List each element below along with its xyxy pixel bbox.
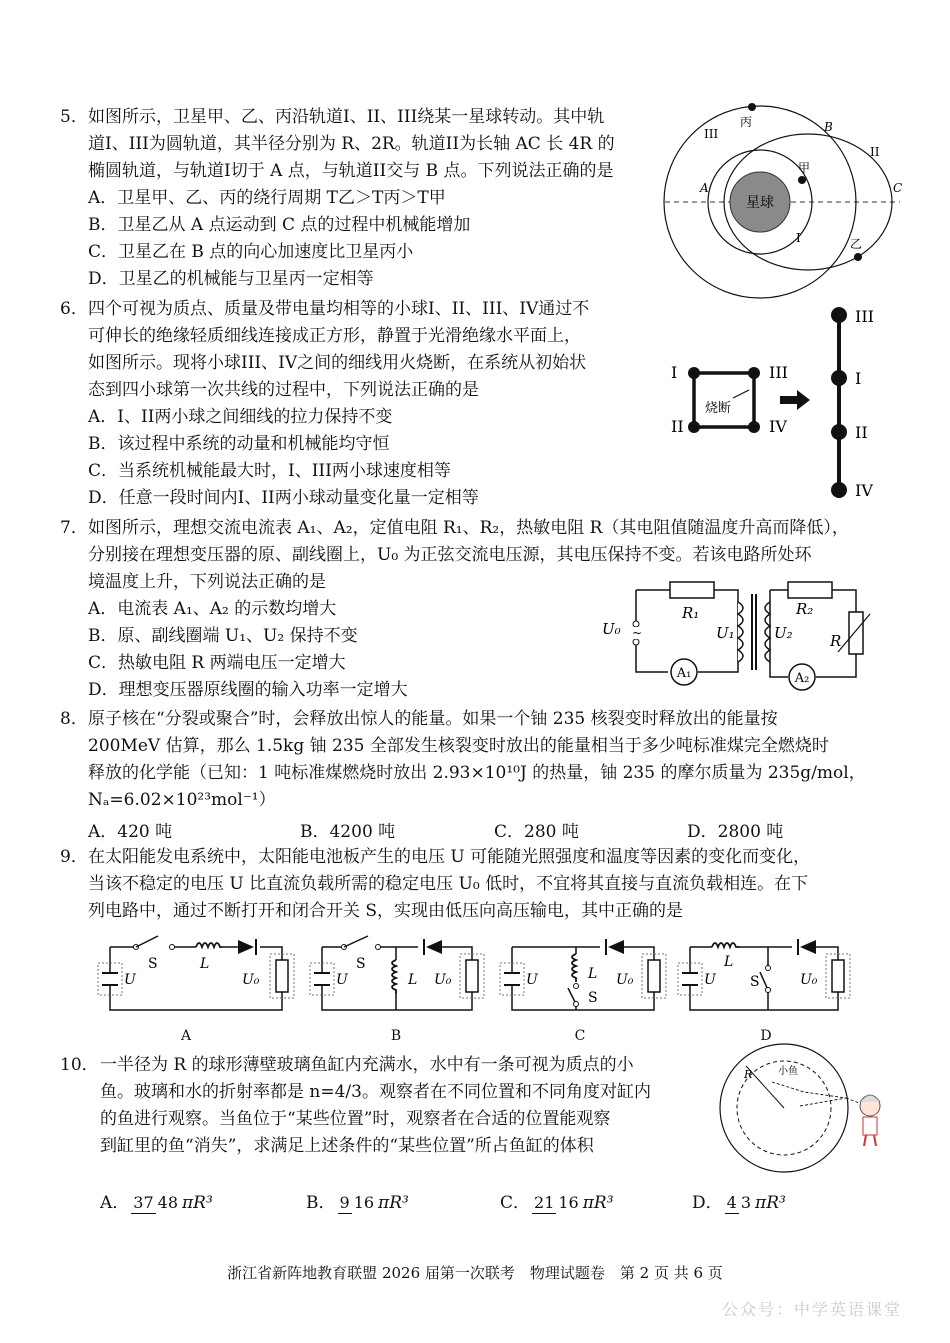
question-6 — [60, 296, 660, 512]
q8-line-3: 释放的化学能（已知：1 吨标准煤燃烧时放出 2.93×10¹⁰J 的热量，铀 235 的摩尔质量为 235g/mol， — [88, 763, 866, 783]
q7-u0-label: U₀ — [602, 620, 621, 638]
q9c-switch-contact — [574, 984, 579, 989]
q6-label-3: III — [769, 363, 788, 382]
q9-line-2: 当该不稳定的电压 U 比直流负载所需的稳定电压 U₀ 低时，不宜将其直接与直流负载相连。在下 — [88, 874, 809, 894]
q9c-u0-label: U₀ — [616, 972, 634, 988]
q10-ray — [772, 1082, 862, 1104]
q6-line-2: 可伸长的绝缘轻质细线连接成正方形，静置于光滑绝缘水平面上， — [88, 326, 581, 346]
q7-line-3: 境温度上升，下列说法正确的是 — [88, 572, 326, 592]
q6-arrow — [780, 390, 810, 410]
q6-ball-1 — [688, 367, 700, 379]
q9a-u-label: U — [124, 972, 136, 988]
question-5 — [60, 104, 660, 293]
q7-tilde: ~ — [632, 626, 643, 640]
q10-option-a: A． 37 48 πR³ — [100, 1193, 213, 1213]
q7-option-a: A．电流表 A₁、A₂ 的示数均增大 — [88, 599, 337, 619]
q8-option-b: B．4200 吨 — [300, 822, 396, 842]
q7-option-b: B．原、副线圈端 U₁、U₂ 保持不变 — [88, 626, 358, 646]
q6-ball-3 — [748, 367, 760, 379]
q9d-s-label: S — [750, 974, 760, 990]
q6-line-ball-1 — [831, 370, 847, 386]
q5-orbit-figure — [660, 100, 905, 300]
q6-line-label-3: III — [855, 307, 874, 326]
q10-fishbowl-figure — [712, 1042, 892, 1174]
q6-option-b: B．该过程中系统的动量和机械能均守恒 — [88, 434, 390, 454]
q5-option-a: A．卫星甲、乙、丙的绕行周期 T乙＞T丙＞T甲 — [88, 188, 446, 208]
q6-line-ball-2 — [831, 424, 847, 440]
q10-option-c: C． 21 16 πR³ — [500, 1193, 614, 1213]
q6-burn-pointer — [733, 390, 749, 398]
q5-sat-c-label: 丙 — [740, 115, 753, 129]
q6-ball-4 — [748, 421, 760, 433]
q7-line-1: 7．如图所示，理想交流电流表 A₁、A₂，定值电阻 R₁、R₂，热敏电阻 R（其电阻值随温度升高而降低）， — [60, 518, 849, 538]
q9a-l-label: L — [200, 956, 210, 972]
q7-r2-label: R₂ — [796, 600, 814, 618]
q9c-s-label: S — [588, 990, 598, 1006]
q7-option-d: D．理想变压器原线圈的输入功率一定增大 — [88, 680, 408, 700]
q9c-switch-pivot — [574, 1002, 579, 1007]
q5-planet-label: 星球 — [746, 195, 774, 211]
q9-circuit-d — [676, 930, 856, 1028]
q9d-diode — [800, 940, 816, 954]
q9d-l-label: L — [724, 954, 734, 970]
q5-orbit-1-label: I — [796, 231, 801, 245]
q10-r-label: R — [744, 1068, 753, 1081]
q9c-option-label: C — [574, 1028, 586, 1044]
q10-option-a-fraction: 37 48 — [133, 1193, 178, 1212]
q7-a1-label: A₁ — [676, 666, 692, 681]
q10-line-1: 10．一半径为 R 的球形薄壁玻璃鱼缸内充满水，水中有一条可视为质点的小 — [60, 1055, 634, 1075]
q8-option-a: A．420 吨 — [88, 822, 173, 842]
q7-primary-coil — [738, 602, 743, 662]
q5-sat-a-label: 甲 — [798, 161, 811, 175]
q10-option-d: D． 4 3 πR³ — [692, 1193, 786, 1213]
q10-option-d-fraction: 4 3 — [726, 1193, 752, 1212]
q8-option-c: C．280 吨 — [494, 822, 579, 842]
q7-r2 — [788, 582, 832, 598]
q9c-diode — [608, 940, 624, 954]
q6-line-label-1: I — [855, 369, 862, 388]
q5-sat-b-label: 乙 — [850, 237, 863, 251]
q10-option-b-fraction: 9 16 — [339, 1193, 375, 1212]
q9c-u-label: U — [526, 972, 538, 988]
q8-line-4: Nₐ=6.02×10²³mol⁻¹） — [88, 790, 276, 810]
q9a-diode — [238, 940, 254, 954]
q9c-l-label: L — [588, 966, 598, 982]
q7-circuit-figure — [598, 572, 888, 697]
q9b-diode — [426, 940, 442, 954]
q8-line-2: 200MeV 估算，那么 1.5kg 铀 235 全部发生核裂变时放出的能量相当于多少吨标准煤完全燃烧时 — [88, 736, 829, 756]
q7-r1 — [670, 582, 714, 598]
q10-option-b: B． 9 16 πR³ — [306, 1193, 409, 1213]
q6-line-label-4: IV — [855, 481, 873, 500]
q6-option-a: A．I、II两小球之间细线的拉力保持不变 — [88, 407, 393, 427]
q6-label-2: II — [671, 417, 684, 436]
q7-a2-label: A₂ — [794, 671, 810, 686]
q10-observer-leg-r — [874, 1135, 876, 1146]
q9a-inductor — [196, 943, 222, 947]
q7-r-label: R — [830, 632, 842, 650]
q6-line-ball-4 — [831, 482, 847, 498]
q10-observer-hair — [860, 1095, 880, 1102]
q6-burn-label: 烧断 — [705, 401, 732, 416]
q9d-switch-pivot — [766, 988, 771, 993]
q6-label-4: IV — [769, 417, 787, 436]
q10-options — [100, 1188, 786, 1214]
page-footer: 浙江省新阵地教育联盟 2026 届第一次联考 物理试题卷 第 2 页 共 6 页 — [227, 1264, 723, 1282]
q9c-load — [648, 960, 660, 992]
q9-line-1: 9．在太阳能发电系统中，太阳能电池板产生的电压 U 可能随光照强度和温度等因素的变化而变化， — [60, 847, 811, 867]
q10-ray-2 — [800, 1098, 846, 1106]
watermark: 公众号：中学英语课堂 — [721, 1300, 902, 1319]
q10-option-c-fraction: 21 16 — [534, 1193, 579, 1212]
q9b-u0-label: U₀ — [434, 972, 452, 988]
q9a-load — [276, 960, 288, 992]
q6-line-1: 6．四个可视为质点、质量及带电量均相等的小球I、II、III、IV通过不 — [60, 299, 590, 319]
q9-circuit-a — [96, 930, 296, 1028]
q5-option-c: C．卫星乙在 B 点的向心加速度比卫星丙小 — [88, 242, 414, 262]
q8-option-d: D．2800 吨 — [687, 822, 784, 842]
q7-option-c: C．热敏电阻 R 两端电压一定增大 — [88, 653, 346, 673]
q9d-u0-label: U₀ — [800, 972, 818, 988]
q9b-switch-contact — [376, 945, 381, 950]
q9b-s-label: S — [356, 956, 366, 972]
q9-line-3: 列电路中，通过不断打开和闭合开关 S，实现由低压向高压输电，其中正确的是 — [88, 901, 684, 921]
q5-orbit-2-label: II — [870, 145, 880, 159]
q6-balls-figure — [665, 300, 905, 505]
q10-line-4: 到缸里的鱼“消失”，求满足上述条件的“某些位置”所占鱼缸的体积 — [100, 1136, 594, 1156]
q5-line-1: 5．如图所示，卫星甲、乙、丙沿轨道I、II、III绕某一星球转动。其中轨 — [60, 107, 605, 127]
q5-option-d: D．卫星乙的机械能与卫星丙一定相等 — [88, 269, 374, 289]
question-8 — [60, 706, 900, 814]
q7-line-2: 分别接在理想变压器的原、副线圈上，U₀ 为正弦交流电压源，其电压保持不变。若该电路所处环 — [88, 545, 812, 565]
q5-point-c: C — [893, 181, 903, 195]
q9-circuit-c — [498, 930, 670, 1028]
q9a-s-label: S — [148, 956, 158, 972]
q9c-inductor — [572, 954, 576, 982]
q9b-l-label: L — [408, 972, 418, 988]
q10-line-2: 鱼。玻璃和水的折射率都是 n=4/3。观察者在不同位置和不同角度对缸内 — [100, 1082, 651, 1102]
q9b-load — [466, 960, 478, 992]
q9d-load — [832, 960, 844, 992]
q6-line-label-2: II — [855, 423, 868, 442]
q10-observer-body — [863, 1117, 877, 1135]
q6-option-c: C．当系统机械能最大时，I、III两小球速度相等 — [88, 461, 451, 481]
q7-u2-label: U₂ — [774, 624, 793, 642]
q9a-option-label: A — [180, 1028, 192, 1044]
question-9 — [60, 844, 900, 925]
q5-line-3: 椭圆轨道，与轨道I切于 A 点，与轨道II交与 B 点。下列说法正确的是 — [88, 161, 614, 181]
q9b-switch-blade — [344, 936, 368, 947]
q7-thermistor — [849, 612, 863, 654]
q6-line-ball-3 — [831, 307, 847, 323]
q6-option-d: D．任意一段时间内I、II两小球动量变化量一定相等 — [88, 488, 479, 508]
q6-line-3: 如图所示。现将小球III、IV之间的细线用火烧断，在系统从初始状 — [88, 353, 587, 373]
q8-options — [88, 817, 783, 842]
q7-r1-label: R₁ — [682, 604, 700, 622]
q8-line-1: 8．原子核在“分裂或聚合”时，会释放出惊人的能量。如果一个铀 235 核裂变时释放出的能量按 — [60, 709, 778, 729]
q5-sat-b — [854, 253, 862, 261]
q5-orbit-3-label: III — [704, 127, 719, 141]
q5-point-b: B — [824, 120, 833, 134]
q10-line-3: 的鱼进行观察。当鱼位于“某些位置”时，观察者在合适的位置能观察 — [100, 1109, 611, 1129]
q5-sat-a — [798, 176, 806, 184]
q9a-u0-label: U₀ — [242, 972, 260, 988]
q6-label-1: I — [671, 363, 678, 382]
q10-observer-leg-l — [864, 1135, 866, 1146]
q9b-option-label: B — [390, 1028, 402, 1044]
q6-square — [694, 373, 754, 427]
q9d-switch-contact — [766, 966, 771, 971]
q9a-switch-contact — [170, 945, 175, 950]
q10-fish-label: 小鱼 — [778, 1066, 798, 1077]
q5-sat-c — [748, 103, 756, 111]
q6-line-4: 态到四小球第一次共线的过程中，下列说法正确的是 — [88, 380, 479, 400]
q5-point-a: A — [700, 181, 709, 195]
q5-option-b: B．卫星乙从 A 点运动到 C 点的过程中机械能增加 — [88, 215, 471, 235]
q7-u1-label: U₁ — [716, 624, 735, 642]
q9d-u-label: U — [704, 972, 716, 988]
q9b-u-label: U — [336, 972, 348, 988]
q9b-inductor — [392, 960, 396, 994]
q9-circuit-b — [308, 930, 488, 1028]
q9d-option-label: D — [760, 1028, 772, 1044]
q6-ball-2 — [688, 421, 700, 433]
q9a-switch-blade — [136, 936, 158, 947]
q9d-inductor — [712, 943, 740, 947]
q5-line-2: 道I、III为圆轨道，其半径分别为 R、2R。轨道II为长轴 AC 长 4R 的 — [88, 134, 615, 154]
question-10 — [60, 1052, 680, 1160]
